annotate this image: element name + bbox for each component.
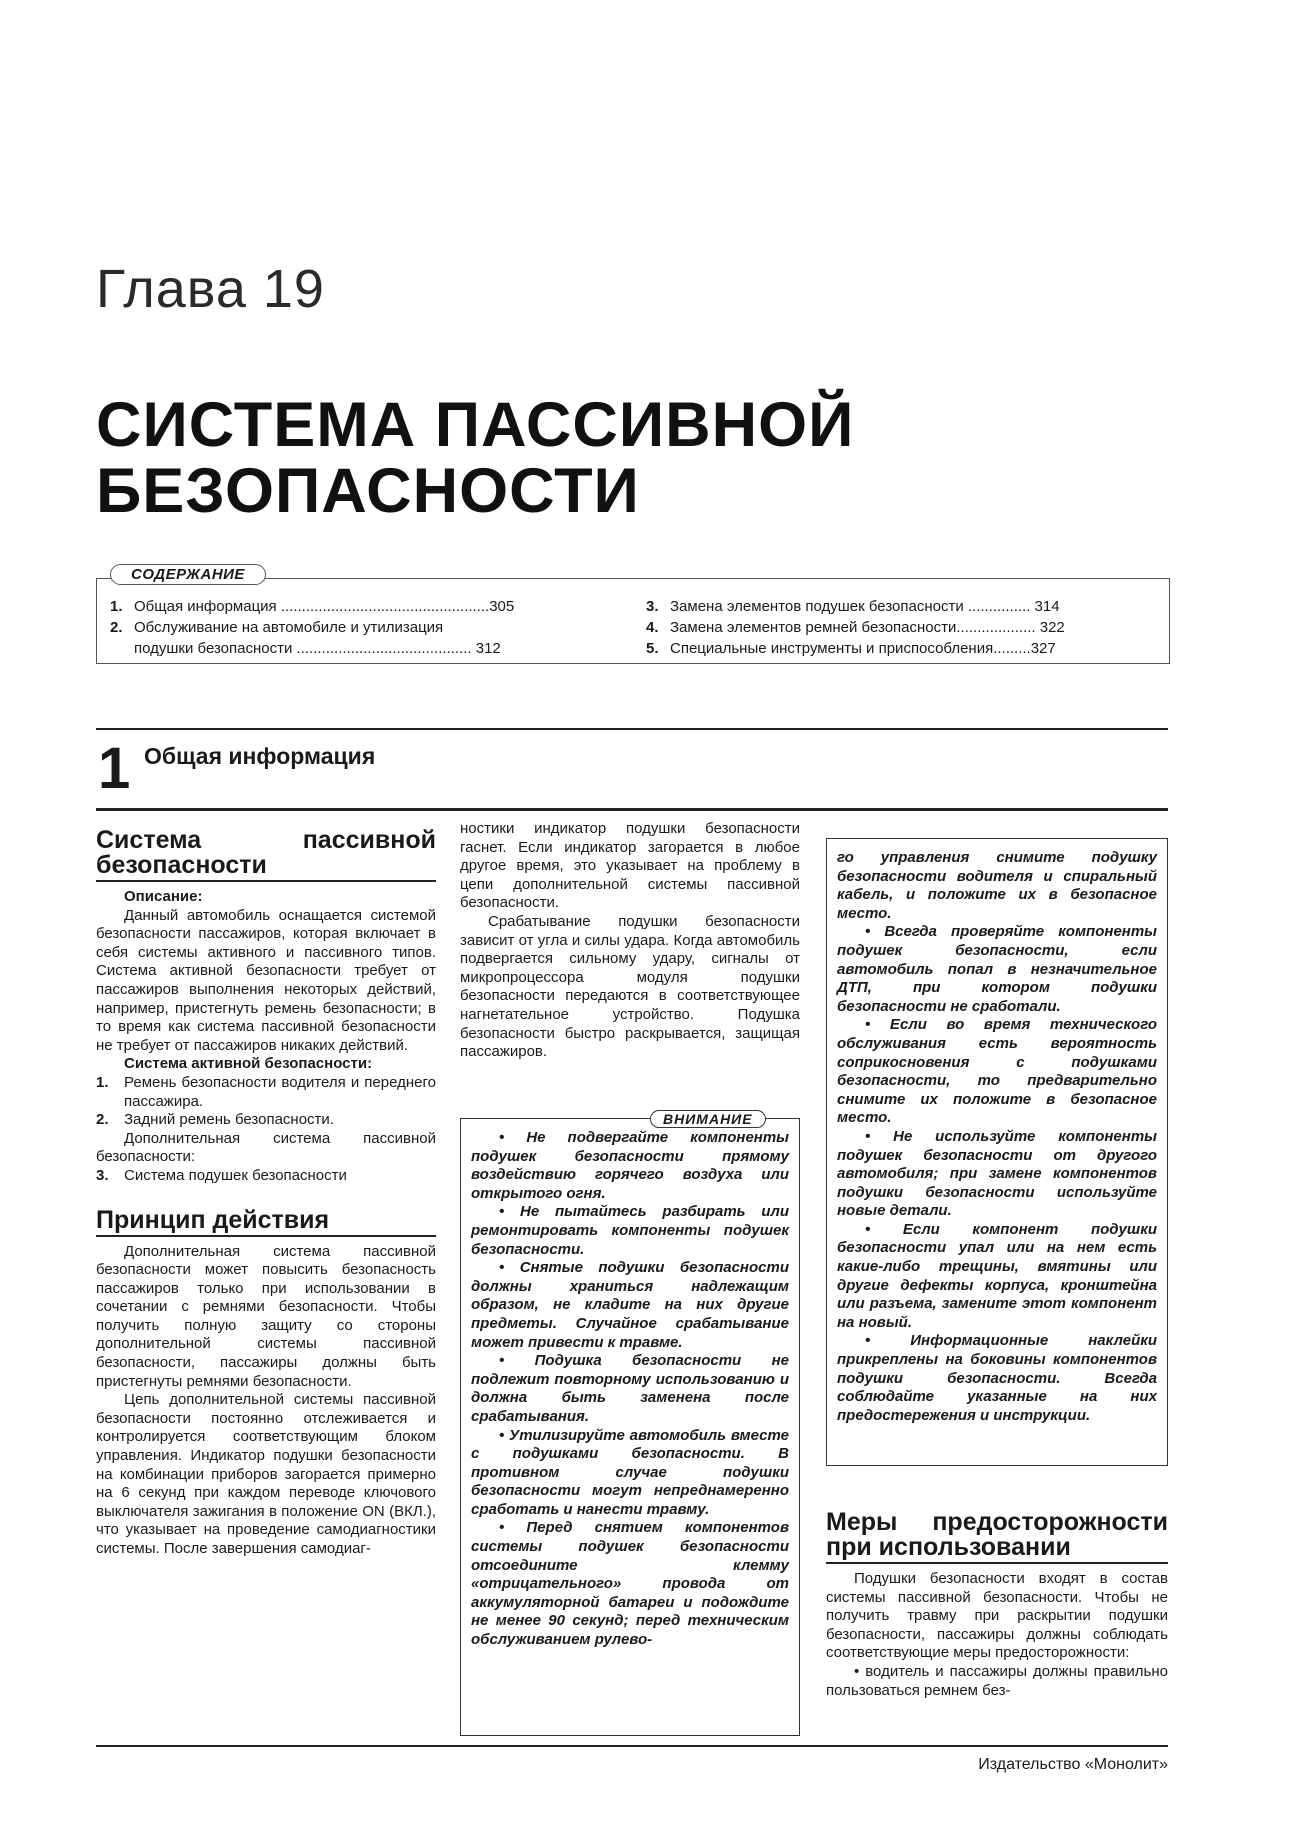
- toc-entry-number: 2.: [110, 619, 123, 636]
- chapter-title: [96, 392, 1096, 524]
- warning-item: • Подушка безопасности не подлежит повторному использованию и должна быть заменена после срабатывания.: [471, 1352, 789, 1425]
- warning-item: • Перед снятием компонентов системы подушек безопасности отсоедините клемму «отрицательного» провода от аккумуляторной батареи и подождите не менее 90 секунд; перед техническим обслуживанием рулево-: [471, 1519, 789, 1649]
- list-item-number: 2.: [96, 1111, 109, 1129]
- toc-entry-number: 4.: [646, 619, 659, 636]
- toc-entry-text: подушки безопасности .......................................... 312: [134, 640, 501, 657]
- subsection-heading: Меры предосторожности при использовании: [826, 1510, 1168, 1564]
- section-number: 1: [98, 736, 131, 801]
- toc-entry[interactable]: [646, 638, 1161, 659]
- toc-entry-number: [110, 638, 134, 659]
- toc-entry-text: Замена элементов подушек безопасности ............... 314: [670, 598, 1060, 615]
- active-safety-label: Система активной безопасности:: [124, 1055, 373, 1073]
- chapter-title-line2: БЕЗОПАСНОСТИ: [96, 456, 640, 526]
- publisher-name: Издательство «Монолит»: [978, 1756, 1168, 1773]
- warning-box-continued: [826, 838, 1168, 1466]
- warning-label: ВНИМАНИЕ: [650, 1110, 766, 1128]
- column-1: [96, 828, 436, 1559]
- column-3: [826, 1510, 1168, 1700]
- section-rule-top: [96, 728, 1168, 730]
- toc-entry[interactable]: [110, 617, 615, 638]
- chapter-title-line1: СИСТЕМА ПАССИВНОЙ: [96, 390, 855, 460]
- toc-entry[interactable]: [646, 596, 1161, 617]
- paragraph: Дополнительная система пассивной безопасности:: [96, 1129, 436, 1166]
- toc-left-column: [110, 596, 615, 659]
- toc-entry[interactable]: [110, 596, 615, 617]
- toc-entry[interactable]: [646, 617, 1161, 638]
- warning-item: • Если во время технического обслуживания есть вероятность соприкосновения с подушками безопасности, то предварительно снимите их положите в безопасное место.: [837, 1016, 1157, 1127]
- list-item: [96, 1074, 436, 1111]
- section-title: Общая информация: [144, 743, 376, 769]
- toc-entry-text: Специальные инструменты и приспособления.........327: [670, 640, 1056, 657]
- toc-entry-text: Обслуживание на автомобиле и утилизация: [134, 619, 444, 636]
- list-item: [96, 1167, 436, 1186]
- list-item: [96, 1111, 436, 1130]
- section-rule-bottom: [96, 808, 1168, 811]
- toc-right-column: [646, 596, 1161, 659]
- warning-item: го управления снимите подушку безопасности водителя и спиральный кабель, и положите их в безопасное место.: [837, 849, 1157, 922]
- warning-item: • Утилизируйте автомобиль вместе с подушками безопасности. В противном случае подушки безопасности могут непреднамеренно сработать и нанести травму.: [471, 1426, 789, 1518]
- subsection-heading: Принцип действия: [96, 1208, 436, 1237]
- subsection-heading: Система пассивной безопасности: [96, 828, 436, 882]
- toc-entry-number: 1.: [110, 598, 123, 615]
- warning-item: • Всегда проверяйте компоненты подушек безопасности, если автомобиль попал в незначительное ДТП, при котором подушки безопасности не сработали.: [837, 923, 1157, 1015]
- toc-heading: СОДЕРЖАНИЕ: [110, 564, 266, 585]
- warning-item: • Не пытайтесь разбирать или ремонтировать компоненты подушек безопасности.: [471, 1203, 789, 1258]
- warning-item: • Если компонент подушки безопасности упал или на нем есть какие-либо трещины, вмятины или другие дефекты корпуса, кронштейна или разъема, замените этот компонент на новый.: [837, 1220, 1157, 1331]
- list-item-number: 1.: [96, 1073, 109, 1091]
- list-item-text: Система подушек безопасности: [124, 1166, 347, 1184]
- paragraph: Подушки безопасности входят в состав системы пассивной безопасности. Чтобы не получить травму при раскрытии подушки безопасности, пассажиры должны соблюдать соответствующие меры предосторожности:: [826, 1570, 1168, 1662]
- warning-item: • Не подвергайте компоненты подушек безопасности прямому воздействию горячего воздуха или открытого огня.: [471, 1129, 789, 1202]
- list-item-number: 3.: [96, 1166, 109, 1184]
- chapter-label: Глава 19: [96, 259, 325, 319]
- paragraph: ностики индикатор подушки безопасности гаснет. Если индикатор загорается в любое другое время, это указывает на проблему в цепи дополнительной системы пассивной безопасности.: [460, 820, 800, 912]
- paragraph: Данный автомобиль оснащается системой безопасности пассажиров, которая включает в себя системы активного и пассивного типов. Система активной безопасности требует от пассажиров выполнения некоторых действий, например, пристегнуть ремень безопасности; в то время как система пассивной безопасности не требует от пассажиров никаких действий.: [96, 906, 436, 1054]
- toc-entry-number: 3.: [646, 598, 659, 615]
- toc-entry-number: 5.: [646, 640, 659, 657]
- description-label: Описание:: [124, 888, 203, 905]
- toc-entry[interactable]: [110, 638, 615, 659]
- paragraph: Дополнительная система пассивной безопасности может повысить безопасность пассажиров только при использовании в сочетании с ремнями безопасности. Чтобы получить полную защиту со стороны дополнительной системы пассивной безопасности, пассажиры должны быть пристегнуты ремнями безопасности.: [96, 1242, 436, 1390]
- footer-rule: [96, 1745, 1168, 1747]
- warning-box: [460, 1118, 800, 1736]
- paragraph: • водитель и пассажиры должны правильно пользоваться ремнем без-: [826, 1662, 1168, 1699]
- warning-item: • Информационные наклейки прикреплены на боковины компонентов подушки безопасности. Всегда соблюдайте указанные на них предостережения и инструкции.: [837, 1332, 1157, 1424]
- paragraph: Цепь дополнительной системы пассивной безопасности постоянно отслеживается и контролируется соответствующим блоком управления. Индикатор подушки безопасности на комбинации приборов загорается примерно на 6 секунд при каждом переводе ключового выключателя зажигания в положение ON (ВКЛ.), что указывает на проведение самодиагностики системы. После завершения самодиаг-: [96, 1391, 436, 1557]
- list-item-text: Ремень безопасности водителя и переднего пассажира.: [124, 1073, 436, 1110]
- warning-item: • Снятые подушки безопасности должны храниться надлежащим образом, не кладите на них другие предметы. Случайное срабатывание может привести к травме.: [471, 1259, 789, 1351]
- warning-item: • Не используйте компоненты подушек безопасности от другого автомобиля; при замене компонентов подушки безопасности используйте новые детали.: [837, 1127, 1157, 1220]
- toc-entry-text: Общая информация ..................................................305: [134, 598, 515, 615]
- toc-entry-text: Замена элементов ремней безопасности................... 322: [670, 619, 1065, 636]
- list-item-text: Задний ремень безопасности.: [124, 1111, 334, 1129]
- paragraph: Срабатывание подушки безопасности зависит от угла и силы удара. Когда автомобиль подвергается сильному удару, сигналы от микропроцессора модуля подушки безопасности передаются в соответствующее нагнетательное устройство. Подушка безопасности быстро раскрывается, защищая пассажиров.: [460, 912, 800, 1061]
- column-2: [460, 820, 800, 1062]
